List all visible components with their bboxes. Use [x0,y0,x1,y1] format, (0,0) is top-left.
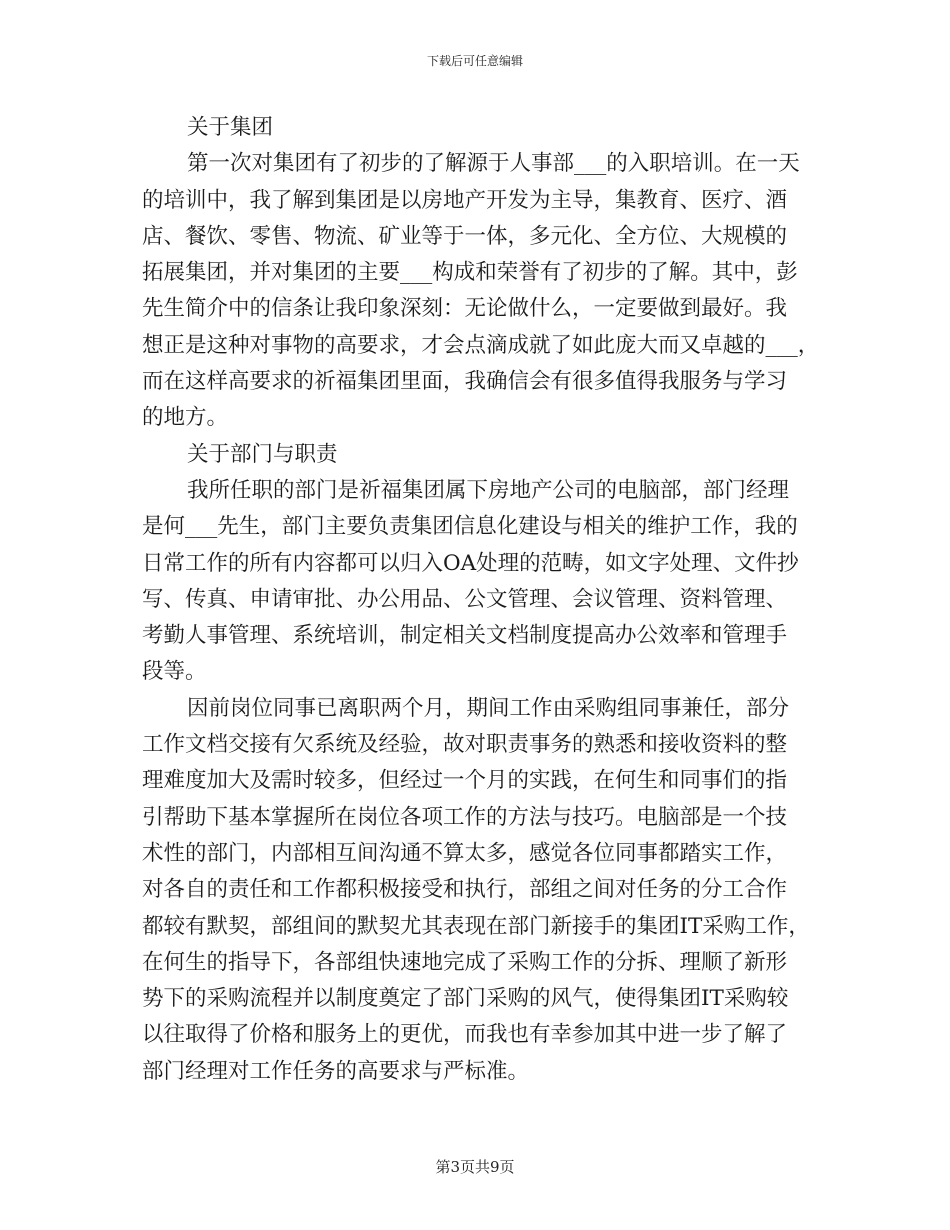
paragraph-line: 对各自的责任和工作都积极接受和执行，部组之间对任务的分工合作 [142,877,788,903]
page-header: 下载后可任意编辑 [426,54,523,68]
paragraph-line: 以往取得了价格和服务上的更优，而我也有幸参加其中进一步了解了 [142,1022,788,1048]
paragraph-line: 的培训中，我了解到集团是以房地产开发为主导，集教育、医疗、酒 [142,187,788,213]
paragraph-line: 因前岗位同事已离职两个月，期间工作由采购组同事兼任，部分 [187,695,790,721]
page-number-footer: 第3页共9页 [435,1158,515,1176]
paragraph-line: 引帮助下基本掌握所在岗位各项工作的方法与技巧。电脑部是一个技 [142,804,788,830]
paragraph-line: 是何___先生，部门主要负责集团信息化建设与相关的维护工作，我的 [142,514,798,540]
section-heading-department: 关于部门与职责 [187,441,338,467]
paragraph-line: 部门经理对工作任务的高要求与严标准。 [142,1058,530,1084]
section-heading-group: 关于集团 [187,115,274,140]
paragraph-line: 术性的部门，内部相互间沟通不算太多，感觉各位同事都踏实工作， [142,840,788,866]
paragraph-line: 而在这样高要求的祈福集团里面，我确信会有很多值得我服务与学习 [142,369,788,395]
paragraph-line: 我所任职的部门是祈福集团属下房地产公司的电脑部，部门经理 [187,477,790,503]
paragraph-line: 拓展集团，并对集团的主要___构成和荣誉有了初步的了解。其中，彭 [142,260,798,286]
paragraph-line: 考勤人事管理、系统培训，制定相关文档制度提高办公效率和管理手 [142,623,788,649]
paragraph-line: 写、传真、申请审批、办公用品、公文管理、会议管理、资料管理、 [142,586,788,612]
paragraph-line: 第一次对集团有了初步的了解源于人事部___的入职培训。在一天 [187,151,800,177]
paragraph-line: 店、餐饮、零售、物流、矿业等于一体，多元化、全方位、大规模的 [142,223,788,249]
paragraph-line: 的地方。 [142,405,229,431]
paragraph-line: 段等。 [142,659,207,685]
paragraph-line: 先生简介中的信条让我印象深刻：无论做什么，一定要做到最好。我 [142,296,788,322]
paragraph-line: 想正是这种对事物的高要求，才会点滴成就了如此庞大而又卓越的___， [142,332,820,358]
paragraph-line: 理难度加大及需时较多，但经过一个月的实践，在何生和同事们的指 [142,768,788,794]
paragraph-line: 都较有默契，部组间的默契尤其表现在部门新接手的集团IT采购工作， [142,913,810,939]
document-body [142,110,820,1090]
paragraph-line: 工作文档交接有欠系统及经验，故对职责事务的熟悉和接收资料的整 [142,732,788,758]
paragraph-line: 在何生的指导下，各部组快速地完成了采购工作的分拆、理顺了新形 [142,949,788,975]
paragraph-line: 势下的采购流程并以制度奠定了部门采购的风气，使得集团IT采购较 [142,986,789,1012]
paragraph-line: 日常工作的所有内容都可以归入OA处理的范畴，如文字处理、文件抄 [142,550,799,576]
